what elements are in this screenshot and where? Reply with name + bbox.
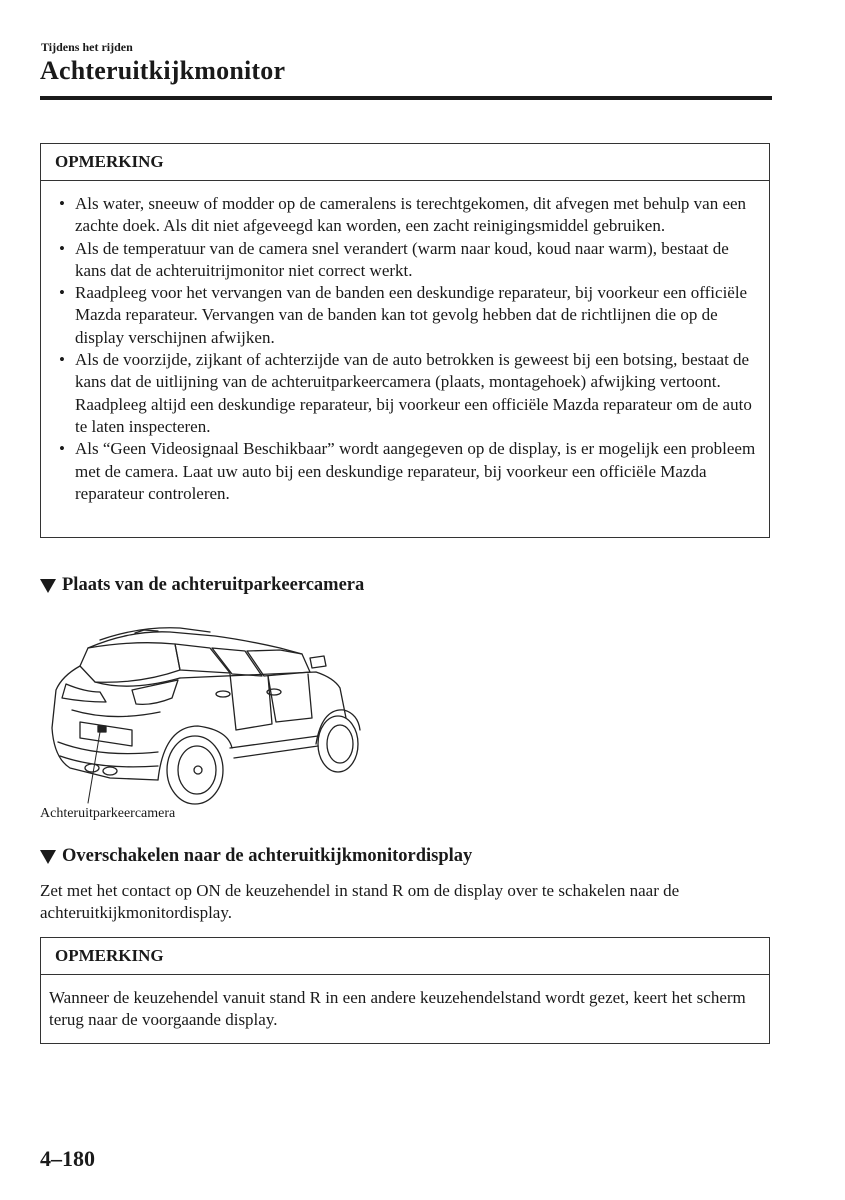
list-item-text: Als de voorzijde, zijkant of achterzijde van de auto betrokken is geweest bij een botsing, bestaat de kans dat de uitlijning van de achteruitparkeercamera (plaats, montagehoek) afwijking vertoont. Raadpleeg altijd een deskundige reparateur, bij voorkeur een officiële Mazda reparateur om de auto te laten inspecteren. — [75, 350, 752, 436]
note-box-2 — [40, 937, 770, 1044]
bullet-icon: • — [59, 439, 65, 459]
list-item — [59, 238, 759, 283]
camera-caption: Achteruitparkeercamera — [40, 806, 176, 821]
list-item-text: Als water, sneeuw of modder op de cameralens is terechtgekomen, dit afvegen met behulp van een zachte doek. Als dit niet afgeveegd kan worden, een zacht reinigingsmiddel gebruiken. — [75, 194, 747, 236]
list-item-text: Raadpleeg voor het vervangen van de banden een deskundige reparateur, bij voorkeur een officiële Mazda reparateur. Vervangen van de banden kan tot gevolg hebben dat de richtlijnen die op de display verschijnen afwijken. — [75, 283, 748, 347]
bullet-icon: • — [59, 238, 65, 258]
bullet-icon: • — [59, 350, 65, 370]
title-rule — [40, 96, 772, 100]
display-switch-heading — [40, 846, 472, 867]
car-rear-illustration — [40, 618, 370, 808]
list-item — [59, 438, 759, 505]
display-switch-paragraph: Zet met het contact op ON de keuzehendel in stand R om de display over te schakelen naar de achteruitkijkmonitordisplay. — [40, 881, 680, 923]
note-body — [41, 181, 769, 513]
list-item — [59, 282, 759, 349]
page-number: 4–180 — [40, 1146, 95, 1171]
bullet-icon: • — [59, 283, 65, 303]
list-item — [59, 193, 759, 238]
bullet-icon: • — [59, 194, 65, 213]
note-body-text: Wanneer de keuzehendel vanuit stand R in een andere keuzehendelstand wordt gezet, keert het scherm terug naar de voorgaande display. — [49, 988, 746, 1030]
camera-location-heading-text: Plaats van de achteruitparkeercamera — [62, 575, 365, 595]
note-heading: OPMERKING — [41, 938, 769, 975]
list-item — [59, 349, 759, 438]
triangle-down-icon — [40, 579, 56, 593]
note-box-1 — [40, 143, 770, 538]
display-switch-heading-text: Overschakelen naar de achteruitkijkmonitordisplay — [62, 846, 473, 866]
page-title: Achteruitkijkmonitor — [40, 56, 286, 85]
note-bullet-list — [41, 181, 769, 513]
camera-location-heading — [40, 575, 364, 596]
list-item-text: Als de temperatuur van de camera snel verandert (warm naar koud, koud naar warm), bestaat de kans dat de achteruitrijmonitor niet correct werkt. — [75, 238, 729, 280]
list-item-text: Als “Geen Videosignaal Beschikbaar” wordt aangegeven op de display, is er mogelijk een probleem met de camera. Laat uw auto bij een deskundige reparateur, bij voorkeur een officiële Mazda reparateur controleren. — [75, 439, 756, 503]
note-heading: OPMERKING — [41, 144, 769, 181]
triangle-down-icon — [40, 850, 56, 864]
section-label: Tijdens het rijden — [41, 40, 133, 54]
